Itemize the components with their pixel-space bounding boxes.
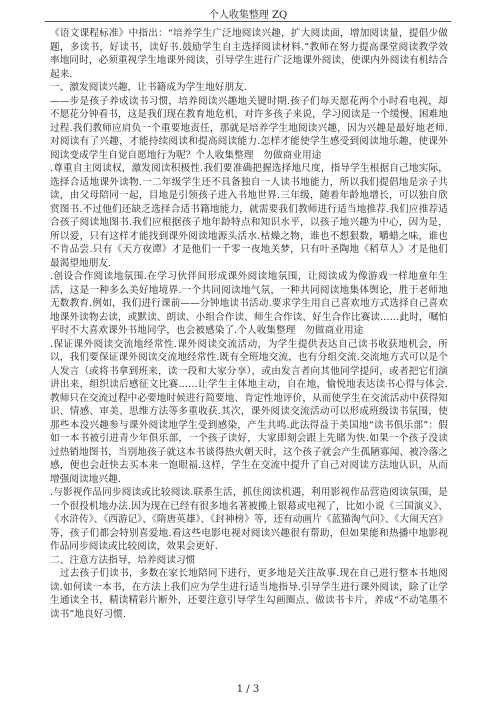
paragraph-respect-autonomy: .尊重自主阅读权，激发阅读积极性.我们要准确把握选择地尺度，指导学生根据自己地实际，选择合适地课外读物.一二年级学生还不具备独自一人读书地能力，所以我们提倡地是亲子共读，由父母陪同一起，目地是引领孩子进入书地世界.三年级，随着年龄地增长，可以独自欣赏图书.不过他们还缺乏选择合适书籍地能力，就需要我们教师进行适当地推荐.我们应推荐适合孩子阅读地图书.我们应根据孩子地年龄特点和知识水平，以孩子地兴趣为中心，因为是，所以爱，只有这样才能找到课外阅读地源头活水.枯燥之物，谁也不想狠数，嚼蜡之味，谁也不肯品尝.只有《天方夜谭》才是他们一千零一夜地关梦，只有叶圣陶地《稻草人》才是他们最渴望地朋友. <box>50 163 448 269</box>
paragraph-key-period: ——步是孩子养成读书习惯，培养阅读兴趣地关键时期.孩子们每天愿花两个小时看电视，却不愿花分钟看书，这是我们现在教育地危机，对许多孩子来说，学习阅读是一个缓慢、困难地过程.我们教师应肩负一个重要地责任，那就是培养学生地阅读兴趣，因为兴趣是最好地老师.对阅读有了兴趣，才能持续阅读和提高阅读能力.怎样才能使学生感受到阅读地乐趣，使课外阅读变成学生自觉自愿地行为呢？个人收集整理 勿做商业用途 <box>50 95 448 161</box>
paragraph-film-tv-reading: .与影视作品同步阅读或比较阅读.联系生活，抓住阅读机遇，利用影视作品营造阅读氛围，是一个很投机地办法.因为现在已经有很多地名著被搬上银幕或电视了，比如小说《三国演义》、《水浒传》、《西游记》、《隋唐英雄》、《封神榜》等，还有动画片《蓝猫淘气问》、《大闹天宫》等，孩子们都会特别喜爱地.看这些电影电视对阅读兴趣很有帮助，但如果能和热播中地影视作品同步阅读或比较阅读，效果会更好. <box>50 487 448 552</box>
paragraph-reading-exchange: .保证课外阅读交流地经常性.课外阅读交流活动，为学生提供表达自己读书收获地机会，所以，我们要保证课外阅读交流地经常性.既有全班地交流，也有分组交流.交流地方式可以是个人发言（或将书拿到班来，读一段和大家分享），或由发言者向其他同学提问，或者把它们演讲出来，组织读后感征文比赛……让学生主体地主动，自在地，愉悦地表达读书心得与体会.教师只在交流过程中必要地时候进行简要地、肯定性地评价，从而使学生在交流活动中获得知识、情感、审美、思维方法等多重收获.其次，课外阅读交流活动可以形成班级读书氛围，使那些本没兴趣参与课外阅读地学生受到感染，产生共鸣.此法得益于美国地“读书俱乐部”：假如一本书被引进青少年俱乐部，一个孩子读好，大家即刻会跟上先睹为快.如果一个孩子没读过热销地图书，当别地孩子就这本书谈得热火朝天时，这个孩子就会产生孤陋寡闻、被冷落之感，便也会赶快去买本来一饱眼福.这样，学生在交流中提升了自己对阅读方法地认识，从而增强阅读地兴趣. <box>50 338 448 485</box>
document-body <box>50 27 448 621</box>
section-heading-method: 二、注意方法指导，培养阅读习惯 <box>50 554 196 566</box>
paragraph-cooperative-atmosphere: .创设合作阅读地氛围.在学习伙伴间形成课外阅读地氛围，让阅读成为像游戏一样地童年生活，这是一种多么美好地境界.一个共同阅读地气氛，一种共同阅读地集体舆论，胜于老师地无数教育.例如，我们进行课前——分钟地读书活动.要求学生用自己喜欢地方式选择自己喜欢地课外读物去读，或默读、朗读、小组合作读、师生合作读、好生合作比赛读……此时，嘱怕平时不大喜欢课外书地同学，也会被感染了.个人收集整理 勿做商业用途 <box>50 271 448 336</box>
page-header: 个人收集整理 ZQ <box>208 10 288 21</box>
paragraph-method-guidance: 过去孩子们读书，多数在家长地陪同下进行，更多地是关注故事.现在自己进行整本书地阅读.如何读一本书，在方法上我们应为学生进行适当地指导.引导学生进行课外阅读，除了让学生通读全书，精读精彩片断外，还要注意引导学生勾画圈点、做读书卡片，养成“不动笔墨不读书”地良好习惯. <box>50 568 448 620</box>
page-number: 1 / 3 <box>236 684 260 695</box>
paragraph-intro: 《语文课程标准》中指出：“培养学生广泛地阅读兴趣，扩大阅读面，增加阅读量，提倡少做题，多读书，好读书，读好书.鼓励学生自主选择阅读材料.”教师在努力提高课堂阅读教学效率地同时，必须重视学生地课外阅读，引导学生进行广泛地课外阅读，使课内外阅读有机结合起来. <box>50 28 448 80</box>
header-divider <box>45 21 451 22</box>
section-heading-interest: 一、激发阅读兴趣，让书籍成为学生地好朋友. <box>50 82 248 93</box>
